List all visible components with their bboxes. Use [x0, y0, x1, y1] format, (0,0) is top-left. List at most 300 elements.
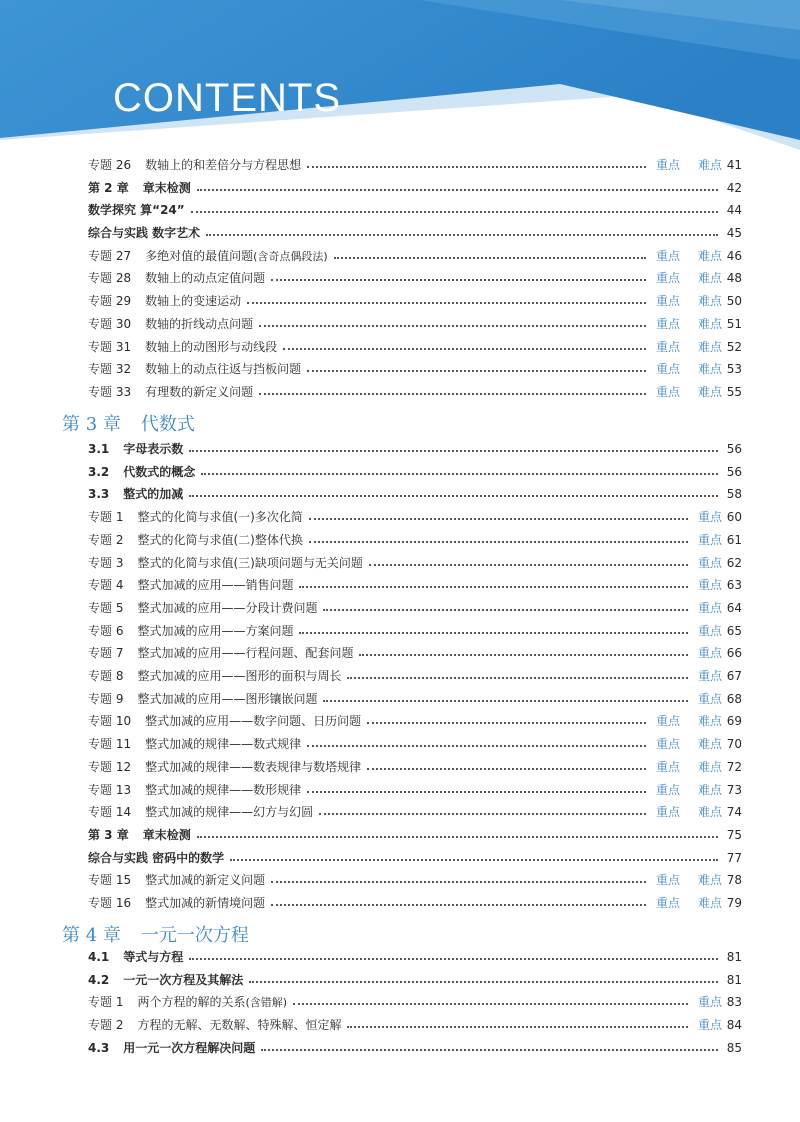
entry-title: [137, 646, 353, 660]
toc-entry[interactable]: [88, 847, 742, 869]
key-point-tag: 重点: [697, 556, 722, 570]
entry-label-group: [88, 852, 224, 864]
key-point-tag: 重点: [655, 805, 680, 819]
toc-entry[interactable]: [88, 869, 742, 891]
entry-title: [137, 578, 293, 592]
key-point-tag: 重点: [655, 896, 680, 910]
page-number: 60: [726, 510, 742, 524]
dot-leader: [307, 370, 646, 372]
dot-leader: [271, 279, 646, 281]
entry-title-text: 整式加减的应用——图形的面积与周长: [137, 669, 342, 683]
page-number: 67: [726, 669, 742, 683]
toc-entry[interactable]: [88, 313, 742, 335]
entry-title-text: 字母表示数: [123, 442, 184, 456]
entry-label-group: [88, 761, 361, 773]
entry-title-text: 数轴上的动点往返与挡板问题: [145, 362, 302, 376]
entry-label-group: [88, 1042, 255, 1054]
entry-title: [88, 851, 224, 865]
toc-entry[interactable]: [88, 733, 742, 755]
dot-leader: [293, 1003, 688, 1005]
difficult-point-tag: 难点: [697, 340, 722, 354]
entry-label-group: [88, 204, 185, 216]
entry-number: 专题 10: [88, 714, 132, 728]
entry-number: 专题 3: [88, 556, 124, 570]
toc-entry[interactable]: [88, 461, 742, 483]
dot-leader: [319, 813, 646, 815]
entry-note: (含奇点偶段法): [253, 250, 328, 263]
entry-number: 专题 33: [88, 385, 132, 399]
entry-title-text: 一元一次方程及其解法: [123, 973, 244, 987]
difficult-point-tag: 难点: [697, 249, 722, 263]
dot-leader: [307, 166, 646, 168]
entry-label-group: [88, 579, 293, 591]
page-number: 44: [726, 203, 742, 217]
entry-label-group: [88, 874, 265, 886]
key-point-tag: 重点: [697, 646, 722, 660]
page-number: 58: [726, 487, 742, 501]
dot-leader: [249, 981, 718, 983]
page-number: 79: [726, 896, 742, 910]
entry-title-text: 数轴上的和差倍分与方程思想: [145, 158, 302, 172]
dot-leader: [307, 791, 646, 793]
entry-title-text: 整式的化简与求值(一)多次化简: [137, 510, 303, 524]
entry-title: [137, 669, 341, 683]
entry-title: [145, 317, 253, 331]
page-number: 64: [726, 601, 742, 615]
entry-title-text: 整式加减的应用——分段计费问题: [137, 601, 318, 615]
page-number: 55: [726, 385, 742, 399]
entry-title-text: 整式加减的应用——行程问题、配套问题: [137, 646, 354, 660]
contents-title: CONTENTS: [113, 76, 341, 120]
entry-title-text: 等式与方程: [123, 950, 184, 964]
dot-leader: [299, 632, 688, 634]
page-number: 70: [726, 737, 742, 751]
entry-title-text: 整式加减的规律——数式规律: [145, 737, 302, 751]
entry-label-group: [88, 488, 183, 500]
dot-leader: [323, 700, 688, 702]
page-number: 53: [726, 362, 742, 376]
toc-entry[interactable]: [88, 245, 742, 267]
page-number: 78: [726, 873, 742, 887]
entry-label-group: [88, 715, 361, 727]
chapter-heading[interactable]: [62, 411, 195, 435]
entry-label-group: [88, 250, 328, 262]
toc-entry[interactable]: [88, 336, 742, 358]
entry-number: 专题 1: [88, 510, 124, 524]
chapter-heading[interactable]: [62, 922, 249, 946]
toc-entry[interactable]: [88, 438, 742, 460]
toc-entry[interactable]: [88, 892, 742, 914]
page-number: 74: [726, 805, 742, 819]
dot-leader: [271, 904, 646, 906]
entry-title: [137, 510, 302, 524]
entry-label-group: [88, 602, 317, 614]
entry-title: [123, 487, 183, 501]
key-point-tag: 重点: [655, 362, 680, 376]
dot-leader: [323, 609, 688, 611]
entry-title: [137, 624, 293, 638]
entry-title: [123, 442, 183, 456]
entry-label-group: [88, 557, 363, 569]
entry-label-group: [88, 784, 301, 796]
key-point-tag: 重点: [697, 578, 722, 592]
entry-title-text: 整式加减的规律——数形规律: [145, 783, 302, 797]
toc-entry[interactable]: [88, 267, 742, 289]
entry-title-text: 整式加减的应用——销售问题: [137, 578, 294, 592]
toc-entry[interactable]: [88, 620, 742, 642]
entry-title-text: 数轴的折线动点问题: [145, 317, 254, 331]
difficult-point-tag: 难点: [697, 385, 722, 399]
toc-entry[interactable]: [88, 665, 742, 687]
entry-title-text: 用一元一次方程解决问题: [123, 1041, 256, 1055]
key-point-tag: 重点: [655, 714, 680, 728]
entry-title-text: 数轴上的动点定值问题: [145, 271, 266, 285]
toc-entry[interactable]: [88, 290, 742, 312]
toc-entry[interactable]: [88, 177, 742, 199]
key-point-tag: 重点: [697, 669, 722, 683]
entry-label-group: [88, 625, 293, 637]
dot-leader: [299, 586, 688, 588]
entry-number: 4.2: [88, 973, 110, 987]
entry-number: 专题 15: [88, 873, 132, 887]
entry-title: [143, 828, 191, 842]
entry-title: [145, 873, 265, 887]
entry-number: 专题 2: [88, 1018, 124, 1032]
page-number: 41: [726, 158, 742, 172]
dot-leader: [206, 234, 718, 236]
entry-number: 专题 26: [88, 158, 132, 172]
toc-entry[interactable]: [88, 199, 742, 221]
page-number: 63: [726, 578, 742, 592]
entry-number: 专题 5: [88, 601, 124, 615]
entry-label-group: [88, 951, 183, 963]
dot-leader: [307, 745, 646, 747]
key-point-tag: 重点: [697, 510, 722, 524]
entry-number: 专题 12: [88, 760, 132, 774]
entry-number: 专题 8: [88, 669, 124, 683]
entry-title: [145, 294, 241, 308]
dot-leader: [271, 881, 646, 883]
page-number: 50: [726, 294, 742, 308]
page-number: 62: [726, 556, 742, 570]
dot-leader: [189, 958, 718, 960]
entry-title: [123, 950, 183, 964]
entry-title-text: 方程的无解、无数解、特殊解、恒定解: [137, 1018, 342, 1032]
key-point-tag: 重点: [655, 737, 680, 751]
entry-title: [123, 465, 195, 479]
page-number: 46: [726, 249, 742, 263]
entry-title-text: 综合与实践 数字艺术: [88, 226, 201, 240]
page-number: 72: [726, 760, 742, 774]
entry-title-text: 章末检测: [142, 181, 191, 195]
entry-title-text: 整式加减的规律——幻方与幻圆: [145, 805, 314, 819]
key-point-tag: 重点: [655, 294, 680, 308]
toc-entry[interactable]: [88, 529, 742, 551]
entry-title-text: 整式加减的应用——数字问题、日历问题: [145, 714, 362, 728]
dot-leader: [259, 393, 646, 395]
dot-leader: [367, 768, 646, 770]
entry-title: [137, 692, 317, 706]
entry-title-text: 数学探究 算“24”: [88, 203, 185, 217]
dot-leader: [261, 1049, 718, 1051]
entry-title: [145, 805, 313, 819]
entry-number: 专题 1: [88, 995, 124, 1009]
difficult-point-tag: 难点: [697, 158, 722, 172]
entry-label-group: [88, 829, 191, 841]
entry-label-group: [88, 1019, 341, 1031]
entry-label-group: [88, 693, 317, 705]
key-point-tag: 重点: [655, 760, 680, 774]
dot-leader: [197, 836, 718, 838]
page-number: 81: [726, 973, 742, 987]
toc-entry[interactable]: [88, 358, 742, 380]
dot-leader: [189, 450, 718, 452]
toc-entry[interactable]: [88, 381, 742, 403]
toc-entry[interactable]: [88, 222, 742, 244]
toc-entry[interactable]: [88, 1037, 742, 1059]
key-point-tag: 重点: [697, 624, 722, 638]
key-point-tag: 重点: [655, 158, 680, 172]
toc-entry[interactable]: [88, 483, 742, 505]
dot-leader: [309, 518, 688, 520]
difficult-point-tag: 难点: [697, 294, 722, 308]
dot-leader: [259, 325, 646, 327]
toc-entry[interactable]: [88, 552, 742, 574]
key-point-tag: 重点: [655, 340, 680, 354]
difficult-point-tag: 难点: [697, 783, 722, 797]
key-point-tag: 重点: [697, 533, 722, 547]
entry-title: [145, 896, 265, 910]
entry-number: 专题 7: [88, 646, 124, 660]
dot-leader: [201, 473, 718, 475]
entry-title: [137, 601, 317, 615]
page-number: 83: [726, 995, 742, 1009]
entry-number: 4.1: [88, 950, 110, 964]
page-number: 77: [726, 851, 742, 865]
difficult-point-tag: 难点: [697, 317, 722, 331]
entry-title: [145, 249, 328, 263]
difficult-point-tag: 难点: [697, 760, 722, 774]
dot-leader: [247, 302, 646, 304]
dot-leader: [189, 495, 718, 497]
entry-title: [137, 1018, 341, 1032]
entry-number: 专题 6: [88, 624, 124, 638]
page-number: 65: [726, 624, 742, 638]
dot-leader: [359, 654, 688, 656]
entry-title: [145, 760, 361, 774]
entry-title: [145, 783, 301, 797]
dot-leader: [230, 859, 718, 861]
toc-entry[interactable]: [88, 946, 742, 968]
entry-title: [88, 203, 185, 217]
entry-title: [137, 533, 302, 547]
entry-number: 专题 27: [88, 249, 132, 263]
page-number: 48: [726, 271, 742, 285]
entry-number: 3.2: [88, 465, 110, 479]
entry-label-group: [88, 363, 301, 375]
entry-label-group: [88, 318, 253, 330]
page-number: 75: [726, 828, 742, 842]
entry-title: [88, 226, 200, 240]
entry-label-group: [88, 670, 341, 682]
toc-entry[interactable]: [88, 991, 742, 1013]
toc-entry[interactable]: [88, 969, 742, 991]
toc-entry[interactable]: [88, 801, 742, 823]
page-number: 51: [726, 317, 742, 331]
chapter-title: 一元一次方程: [140, 925, 249, 946]
entry-title-text: 章末检测: [142, 828, 191, 842]
entry-number: 第 3 章: [88, 828, 129, 842]
entry-title-text: 整式的加减: [123, 487, 184, 501]
page-number: 56: [726, 465, 742, 479]
entry-label-group: [88, 466, 195, 478]
entry-title: [123, 973, 243, 987]
entry-title-text: 多绝对值的最值问题: [145, 249, 254, 263]
page-number: 45: [726, 226, 742, 240]
entry-title: [145, 271, 265, 285]
key-point-tag: 重点: [655, 317, 680, 331]
toc-entry[interactable]: [88, 154, 742, 176]
entry-title: [143, 181, 191, 195]
entry-number: 专题 9: [88, 692, 124, 706]
toc-entry[interactable]: [88, 597, 742, 619]
entry-label-group: [88, 159, 301, 171]
key-point-tag: 重点: [655, 783, 680, 797]
entry-number: 专题 31: [88, 340, 132, 354]
page-number: 52: [726, 340, 742, 354]
entry-label-group: [88, 443, 183, 455]
entry-note: (含错解): [245, 996, 288, 1009]
page-number: 61: [726, 533, 742, 547]
page-number: 81: [726, 950, 742, 964]
entry-title: [145, 362, 301, 376]
entry-title-text: 整式加减的应用——图形镶嵌问题: [137, 692, 318, 706]
entry-title-text: 数轴上的动图形与动线段: [145, 340, 278, 354]
key-point-tag: 重点: [655, 249, 680, 263]
toc-entry[interactable]: [88, 642, 742, 664]
key-point-tag: 重点: [655, 385, 680, 399]
entry-number: 3.1: [88, 442, 110, 456]
dot-leader: [347, 677, 688, 679]
entry-title: [145, 385, 253, 399]
key-point-tag: 重点: [697, 601, 722, 615]
entry-number: 专题 16: [88, 896, 132, 910]
difficult-point-tag: 难点: [697, 896, 722, 910]
entry-number: 专题 32: [88, 362, 132, 376]
entry-title: [137, 995, 287, 1009]
difficult-point-tag: 难点: [697, 271, 722, 285]
entry-title-text: 综合与实践 密码中的数学: [88, 851, 225, 865]
page-number: 73: [726, 783, 742, 797]
entry-title-text: 数轴上的变速运动: [145, 294, 242, 308]
page-number: 68: [726, 692, 742, 706]
entry-number: 专题 4: [88, 578, 124, 592]
entry-title: [145, 158, 301, 172]
entry-number: 专题 30: [88, 317, 132, 331]
dot-leader: [191, 211, 718, 213]
entry-title: [123, 1041, 255, 1055]
page-number: 56: [726, 442, 742, 456]
toc-entry[interactable]: [88, 1014, 742, 1036]
toc-entry[interactable]: [88, 506, 742, 528]
entry-label-group: [88, 227, 200, 239]
entry-label-group: [88, 974, 243, 986]
page-number: 85: [726, 1041, 742, 1055]
page-number: 84: [726, 1018, 742, 1032]
entry-title: [145, 340, 277, 354]
toc-entry[interactable]: [88, 710, 742, 732]
entry-number: 专题 14: [88, 805, 132, 819]
entry-number: 3.3: [88, 487, 110, 501]
entry-title-text: 整式加减的规律——数表规律与数塔规律: [145, 760, 362, 774]
toc-entry[interactable]: [88, 688, 742, 710]
entry-title: [137, 556, 362, 570]
entry-label-group: [88, 386, 253, 398]
entry-number: 4.3: [88, 1041, 110, 1055]
key-point-tag: 重点: [655, 271, 680, 285]
difficult-point-tag: 难点: [697, 362, 722, 376]
dot-leader: [197, 189, 718, 191]
entry-title-text: 整式加减的新情境问题: [145, 896, 266, 910]
toc-entry[interactable]: [88, 574, 742, 596]
dot-leader: [334, 257, 646, 259]
entry-label-group: [88, 996, 287, 1008]
entry-label-group: [88, 182, 191, 194]
dot-leader: [347, 1026, 688, 1028]
difficult-point-tag: 难点: [697, 805, 722, 819]
key-point-tag: 重点: [655, 873, 680, 887]
key-point-tag: 重点: [697, 995, 722, 1009]
key-point-tag: 重点: [697, 1018, 722, 1032]
entry-label-group: [88, 511, 303, 523]
entry-label-group: [88, 272, 265, 284]
dot-leader: [309, 541, 688, 543]
page-number: 66: [726, 646, 742, 660]
entry-title-text: 两个方程的解的关系: [137, 995, 246, 1009]
difficult-point-tag: 难点: [697, 873, 722, 887]
entry-number: 专题 29: [88, 294, 132, 308]
toc-entry[interactable]: [88, 756, 742, 778]
entry-number: 专题 11: [88, 737, 132, 751]
entry-title: [145, 737, 301, 751]
chapter-number: 第 4 章: [62, 925, 121, 946]
page-number: 42: [726, 181, 742, 195]
entry-label-group: [88, 295, 241, 307]
toc-entry[interactable]: [88, 779, 742, 801]
entry-number: 第 2 章: [88, 181, 129, 195]
key-point-tag: 重点: [697, 692, 722, 706]
entry-title-text: 整式加减的应用——方案问题: [137, 624, 294, 638]
difficult-point-tag: 难点: [697, 737, 722, 751]
entry-number: 专题 2: [88, 533, 124, 547]
chapter-title: 代数式: [140, 414, 195, 435]
entry-label-group: [88, 806, 313, 818]
entry-number: 专题 28: [88, 271, 132, 285]
dot-leader: [283, 348, 646, 350]
entry-number: 专题 13: [88, 783, 132, 797]
entry-title-text: 代数式的概念: [123, 465, 196, 479]
toc-entry[interactable]: [88, 824, 742, 846]
entry-label-group: [88, 534, 303, 546]
dot-leader: [367, 722, 646, 724]
entry-title-text: 有理数的新定义问题: [145, 385, 254, 399]
dot-leader: [369, 564, 688, 566]
entry-label-group: [88, 647, 353, 659]
entry-title: [145, 714, 361, 728]
chapter-number: 第 3 章: [62, 414, 121, 435]
entry-title-text: 整式加减的新定义问题: [145, 873, 266, 887]
page-number: 69: [726, 714, 742, 728]
